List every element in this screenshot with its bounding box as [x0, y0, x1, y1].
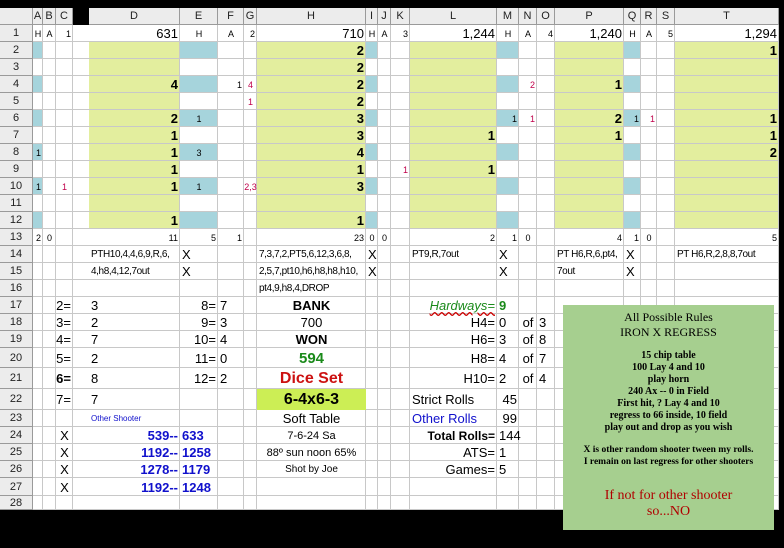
column-header-P[interactable]: P	[555, 8, 624, 25]
cell-H22[interactable]: 6-4x6-3	[257, 389, 366, 410]
cell-P13[interactable]: 4	[616, 232, 622, 243]
row-header-1[interactable]: 1	[0, 25, 33, 42]
cell-M15[interactable]: X	[499, 264, 508, 279]
cell-E25[interactable]: 1258	[182, 445, 211, 460]
cell-G10[interactable]: 2,3	[244, 181, 257, 192]
cell-H21[interactable]: Dice Set	[279, 369, 344, 387]
column-header-H[interactable]: H	[257, 8, 366, 25]
column-fill	[497, 76, 519, 93]
cell-H14[interactable]: 7,3,7,2,PT5,6,12,3,6,8,	[259, 249, 352, 260]
note-rule-line: regress to 66 inside, 10 field	[609, 410, 728, 421]
rules-note-box	[563, 305, 774, 530]
cell-E21[interactable]: 12=	[193, 371, 216, 386]
cell-P1[interactable]: 1,240	[589, 26, 622, 41]
cell-H15[interactable]: 2,5,7,pt10,h6,h8,h8,h10,	[259, 266, 358, 277]
cell-O1[interactable]: 4	[547, 28, 553, 39]
cell-H9[interactable]: 1	[356, 162, 364, 177]
cell-O21[interactable]: 4	[539, 371, 547, 386]
cell-N21[interactable]: of	[522, 371, 534, 386]
cell-F20[interactable]: 0	[220, 350, 228, 366]
cell-H24[interactable]: 7-6-24 Sa	[287, 429, 336, 442]
cell-I13[interactable]: 0	[369, 232, 375, 243]
cell-F4[interactable]: 1	[236, 79, 242, 90]
cell-D1[interactable]: 631	[156, 26, 178, 41]
cell-H7[interactable]: 3	[356, 128, 364, 143]
row-header-25[interactable]: 25	[0, 444, 33, 461]
cell-P7[interactable]: 1	[614, 128, 622, 143]
cell-H23[interactable]: Soft Table	[282, 411, 341, 426]
cell-H19[interactable]: WON	[295, 332, 328, 347]
cell-A13[interactable]: 2	[35, 232, 41, 243]
cell-T14[interactable]: PT H6,R,2,8,8,7out	[677, 249, 756, 260]
cell-D19[interactable]: 7	[91, 332, 99, 347]
cell-L9[interactable]: 1	[487, 162, 495, 177]
note-rule-line: 100 Lay 4 and 10	[632, 362, 705, 373]
cell-L23[interactable]: Other Rolls	[412, 411, 478, 426]
cell-H4[interactable]: 2	[356, 77, 364, 92]
cell-L19[interactable]: H6=	[470, 332, 495, 347]
cell-N20[interactable]: of	[522, 350, 534, 366]
cell-E1[interactable]: H	[195, 28, 203, 39]
cell-C25[interactable]: X	[60, 445, 69, 460]
cell-M13[interactable]: 1	[511, 232, 517, 243]
cell-F1[interactable]: A	[227, 28, 234, 39]
cell-D12[interactable]: 1	[170, 213, 178, 228]
cell-O20[interactable]: 7	[539, 350, 547, 366]
cell-D22[interactable]: 7	[91, 392, 99, 407]
cell-M14[interactable]: X	[499, 247, 508, 262]
cell-J1[interactable]: A	[381, 28, 388, 39]
cell-D4[interactable]: 4	[170, 77, 178, 92]
cell-O18[interactable]: 3	[539, 315, 547, 330]
row-header-23[interactable]: 23	[0, 410, 33, 427]
cell-D25[interactable]: 1192--	[141, 445, 178, 460]
cell-A1[interactable]: H	[34, 28, 42, 39]
row-header-3[interactable]: 3	[0, 59, 33, 76]
column-header-N[interactable]: N	[519, 8, 537, 25]
row-header-18[interactable]: 18	[0, 314, 33, 331]
cell-P6[interactable]: 2	[614, 111, 622, 126]
cell-G1[interactable]: 2	[249, 28, 255, 39]
column-fill	[497, 42, 519, 59]
row-header-7[interactable]: 7	[0, 127, 33, 144]
cell-I14[interactable]: X	[368, 247, 377, 262]
cell-E24[interactable]: 633	[182, 428, 204, 443]
cell-R1[interactable]: A	[645, 28, 652, 39]
note-rule-line: First hit, ? Lay 4 and 10	[617, 398, 720, 409]
cell-H13[interactable]: 23	[353, 232, 364, 243]
row-header-28[interactable]: 28	[0, 496, 33, 510]
cell-L17[interactable]: Hardways=	[429, 298, 495, 313]
cell-G5[interactable]: 1	[247, 96, 253, 107]
column-header-O[interactable]: O	[537, 8, 555, 25]
select-all-corner[interactable]	[0, 8, 33, 25]
cell-K9[interactable]: 1	[402, 164, 408, 175]
cell-D15[interactable]: 4,h8,4,12,7out	[91, 266, 150, 277]
column-header-I[interactable]: I	[366, 8, 378, 25]
row-header-9[interactable]: 9	[0, 161, 33, 178]
cell-I15[interactable]: X	[368, 264, 377, 279]
column-fill	[180, 76, 218, 93]
cell-H3[interactable]: 2	[356, 60, 364, 75]
cell-T1[interactable]: 1,294	[744, 26, 777, 41]
cell-H26[interactable]: Shot by Joe	[285, 464, 338, 475]
cell-R6[interactable]: 1	[649, 113, 655, 124]
column-header-S[interactable]: S	[657, 8, 675, 25]
cell-M25[interactable]: 1	[499, 445, 507, 460]
cell-H6[interactable]: 3	[356, 111, 364, 126]
cell-C21[interactable]: 6=	[56, 371, 71, 386]
cell-H17[interactable]: BANK	[292, 298, 331, 313]
column-header-T[interactable]: T	[675, 8, 779, 25]
cell-N6[interactable]: 1	[529, 113, 535, 124]
column-fill	[624, 42, 641, 59]
cell-M26[interactable]: 5	[499, 462, 507, 477]
cell-E20[interactable]: 11=	[194, 350, 216, 366]
cell-R13[interactable]: 0	[646, 232, 652, 243]
cell-F17[interactable]: 7	[220, 298, 228, 313]
cell-B1[interactable]: A	[46, 28, 53, 39]
column-header-G[interactable]: G	[244, 8, 257, 25]
cell-L20[interactable]: H8=	[470, 350, 495, 366]
cell-D21[interactable]: 8	[91, 371, 99, 386]
row-header-10[interactable]: 10	[0, 178, 33, 195]
cell-L1[interactable]: 1,244	[462, 26, 495, 41]
cell-D27[interactable]: 1192--	[141, 479, 178, 495]
cell-E18[interactable]: 9=	[201, 315, 216, 330]
cell-I1[interactable]: H	[368, 28, 376, 39]
cell-D24[interactable]: 539--	[147, 428, 178, 443]
cell-N13[interactable]: 0	[525, 232, 531, 243]
row-header-21[interactable]: 21	[0, 368, 33, 389]
row-header-24[interactable]: 24	[0, 427, 33, 444]
cell-H25[interactable]: 88º sun noon 65%	[266, 446, 357, 459]
cell-D13[interactable]: 11	[168, 232, 178, 243]
cell-M17[interactable]: 9	[499, 298, 507, 313]
cell-H8[interactable]: 4	[356, 145, 364, 160]
column-header-F[interactable]: F	[218, 8, 244, 25]
cell-N1[interactable]: A	[524, 28, 531, 39]
note-rule-line: play out and drop as you wish	[604, 422, 733, 433]
cell-C27[interactable]: X	[60, 479, 69, 495]
cell-Q15[interactable]: X	[626, 264, 635, 279]
cell-E14[interactable]: X	[182, 247, 191, 262]
cell-M22[interactable]: 45	[502, 392, 517, 407]
cell-D17[interactable]: 3	[91, 298, 99, 313]
cell-D9[interactable]: 1	[170, 162, 178, 177]
cell-D6[interactable]: 2	[170, 111, 178, 126]
column-fill	[624, 76, 641, 93]
cell-B13[interactable]: 0	[46, 232, 52, 243]
cell-D23[interactable]: Other Shooter	[91, 414, 142, 423]
cell-E19[interactable]: 10=	[193, 332, 216, 347]
column-header-Q[interactable]: Q	[624, 8, 641, 25]
row-header-22[interactable]: 22	[0, 389, 33, 410]
cell-E26[interactable]: 1179	[182, 462, 211, 477]
cell-T6[interactable]: 1	[769, 111, 777, 126]
column-header-D[interactable]: D	[89, 8, 180, 25]
cell-E10[interactable]: 1	[196, 181, 202, 192]
cell-S1[interactable]: 5	[667, 28, 673, 39]
cell-Q6[interactable]: 1	[633, 113, 639, 124]
cell-D8[interactable]: 1	[170, 145, 178, 160]
cell-E15[interactable]: X	[182, 264, 191, 279]
cell-H18[interactable]: 700	[300, 315, 323, 330]
column-header-L[interactable]: L	[410, 8, 497, 25]
row-header-5[interactable]: 5	[0, 93, 33, 110]
cell-F18[interactable]: 3	[220, 315, 228, 330]
grid-line	[778, 25, 779, 510]
cell-M19[interactable]: 3	[499, 332, 507, 347]
cell-T8[interactable]: 2	[769, 145, 777, 160]
note-footer: so...NO	[646, 504, 691, 519]
row-header-12[interactable]: 12	[0, 212, 33, 229]
row-header-16[interactable]: 16	[0, 280, 33, 297]
cell-Q13[interactable]: 1	[633, 232, 639, 243]
row-header-2[interactable]: 2	[0, 42, 33, 59]
cell-E27[interactable]: 1248	[182, 479, 211, 495]
row-header-4[interactable]: 4	[0, 76, 33, 93]
cell-H1[interactable]: 710	[342, 26, 364, 41]
cell-J13[interactable]: 0	[381, 232, 387, 243]
cell-L24[interactable]: Total Rolls=	[427, 428, 495, 443]
cell-H16[interactable]: pt4,9,h8,4,DROP	[259, 283, 330, 294]
cell-C1[interactable]: 1	[65, 28, 71, 39]
cell-H12[interactable]: 1	[356, 213, 364, 228]
row-header-20[interactable]: 20	[0, 348, 33, 368]
note-subtitle: IRON X REGRESS	[620, 325, 717, 339]
cell-H10[interactable]: 3	[356, 179, 364, 194]
cell-E13[interactable]: 5	[210, 232, 216, 243]
cell-M20[interactable]: 4	[499, 350, 507, 366]
cell-E6[interactable]: 1	[196, 113, 202, 124]
column-header-B[interactable]: B	[43, 8, 56, 25]
cell-T2[interactable]: 1	[769, 43, 777, 58]
note-rule-line: 240 Ax -- 0 in Field	[628, 386, 709, 397]
cell-N4[interactable]: 2	[529, 79, 535, 90]
column-fill	[497, 178, 519, 195]
cell-L21[interactable]: H10=	[463, 371, 495, 386]
cell-D20[interactable]: 2	[91, 350, 99, 366]
cell-D14[interactable]: PTH10,4,4,6,9,R,6,	[91, 249, 170, 260]
cell-L22[interactable]: Strict Rolls	[412, 392, 475, 407]
column-header-J[interactable]: J	[378, 8, 391, 25]
cell-L7[interactable]: 1	[487, 128, 495, 143]
cell-C18[interactable]: 3=	[56, 315, 71, 330]
cell-L26[interactable]: Games=	[445, 462, 495, 477]
cell-C10[interactable]: 1	[61, 181, 67, 192]
cell-F19[interactable]: 4	[220, 332, 228, 347]
cell-C22[interactable]: 7=	[56, 392, 71, 407]
cell-K1[interactable]: 3	[402, 28, 408, 39]
cell-A10[interactable]: 1	[35, 181, 41, 192]
cell-M21[interactable]: 2	[499, 371, 507, 386]
cell-Q1[interactable]: H	[629, 28, 636, 39]
cell-M23[interactable]: 99	[502, 411, 517, 426]
cell-N19[interactable]: of	[522, 332, 534, 347]
column-header-A[interactable]: A	[33, 8, 43, 25]
row-header-6[interactable]: 6	[0, 110, 33, 127]
cell-F13[interactable]: 1	[236, 232, 242, 243]
column-fill	[497, 144, 519, 161]
note-x-line: I remain on last regress for other shooters	[583, 457, 754, 467]
cell-E8[interactable]: 3	[196, 147, 202, 158]
cell-C17[interactable]: 2=	[56, 298, 71, 313]
column-header-R[interactable]: R	[641, 8, 657, 25]
cell-H20[interactable]: 594	[298, 349, 325, 367]
row-header-8[interactable]: 8	[0, 144, 33, 161]
row-header-27[interactable]: 27	[0, 478, 33, 496]
cell-T7[interactable]: 1	[769, 128, 777, 143]
cell-C26[interactable]: X	[60, 462, 69, 477]
cell-G4[interactable]: 4	[247, 79, 253, 90]
column-fill	[180, 42, 218, 59]
cell-D18[interactable]: 2	[91, 315, 99, 330]
row-header-14[interactable]: 14	[0, 246, 33, 263]
cell-C19[interactable]: 4=	[56, 332, 71, 347]
cell-C24[interactable]: X	[60, 428, 69, 443]
grid-line	[536, 25, 537, 510]
cell-L14[interactable]: PT9,R,7out	[412, 249, 459, 260]
cell-P15[interactable]: 7out	[557, 266, 575, 277]
cell-M1[interactable]: H	[504, 28, 512, 39]
grid-line	[33, 58, 779, 59]
column-fill	[180, 212, 218, 229]
row-header-11[interactable]: 11	[0, 195, 33, 212]
cell-T13[interactable]: 5	[771, 232, 777, 243]
cell-P14[interactable]: PT H6,R,6,pt4,	[557, 249, 618, 260]
row-header-26[interactable]: 26	[0, 461, 33, 478]
row-header-19[interactable]: 19	[0, 331, 33, 348]
cell-O19[interactable]: 8	[539, 332, 547, 347]
grid-line	[390, 25, 391, 510]
grid-line	[42, 25, 43, 510]
cell-D26[interactable]: 1278--	[140, 462, 178, 477]
note-x-line: X is other random shooter tween my rolls.	[583, 445, 754, 455]
cell-F21[interactable]: 2	[220, 371, 228, 386]
cell-D7[interactable]: 1	[170, 128, 178, 143]
cell-L25[interactable]: ATS=	[463, 445, 495, 460]
column-fill	[624, 212, 641, 229]
note-title: All Possible Rules	[624, 310, 713, 324]
cell-M24[interactable]: 144	[499, 428, 521, 443]
cell-L13[interactable]: 2	[489, 232, 495, 243]
cell-M6[interactable]: 1	[511, 113, 517, 124]
note-footer: If not for other shooter	[604, 488, 733, 503]
column-header-E[interactable]: E	[180, 8, 218, 25]
column-fill	[624, 178, 641, 195]
column-header-M[interactable]: M	[497, 8, 519, 25]
note-rule-line: play horn	[647, 374, 690, 385]
cell-A8[interactable]: 1	[35, 147, 41, 158]
column-fill	[624, 144, 641, 161]
cell-Q14[interactable]: X	[626, 247, 635, 262]
cell-N18[interactable]: of	[522, 315, 534, 330]
cell-H2[interactable]: 2	[356, 43, 364, 58]
column-header-K[interactable]: K	[391, 8, 410, 25]
cell-H5[interactable]: 2	[356, 94, 364, 109]
cell-E17[interactable]: 8=	[201, 298, 216, 313]
cell-P4[interactable]: 1	[614, 77, 622, 92]
column-header-C[interactable]: C	[56, 8, 73, 25]
note-rule-line: 15 chip table	[641, 350, 696, 361]
cell-L18[interactable]: H4=	[470, 315, 495, 330]
row-header-15[interactable]: 15	[0, 263, 33, 280]
cell-C20[interactable]: 5=	[56, 350, 71, 366]
column-fill	[497, 212, 519, 229]
cell-D10[interactable]: 1	[170, 179, 178, 194]
row-header-13[interactable]: 13	[0, 229, 33, 246]
cell-M18[interactable]: 0	[499, 315, 507, 330]
row-header-17[interactable]: 17	[0, 297, 33, 314]
